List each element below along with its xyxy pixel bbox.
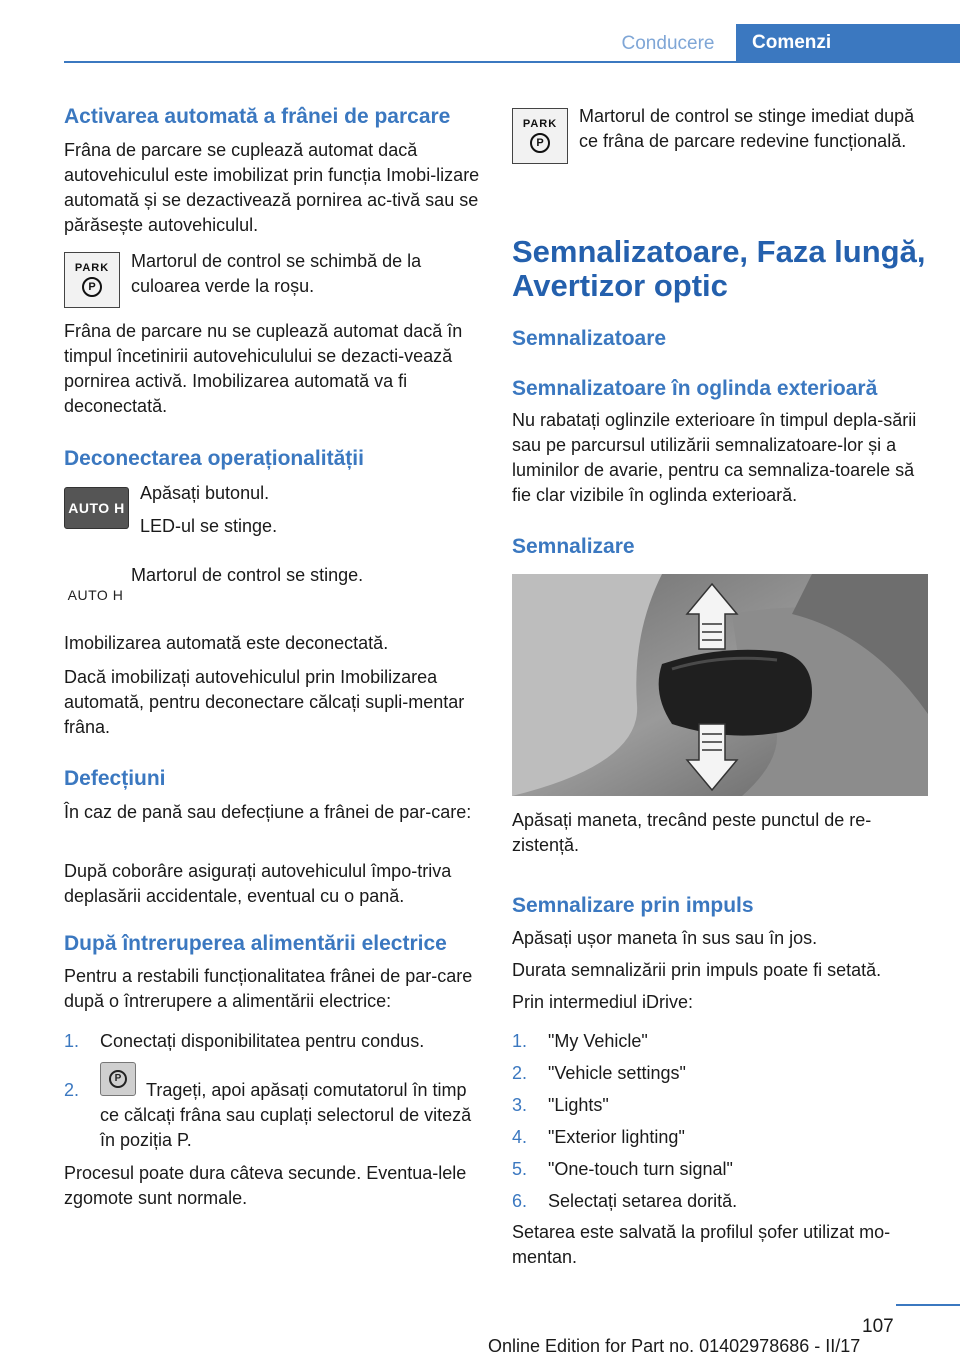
list-item: 2. P Trageți, apoi apăsați comutatorul în timp ce călcați frâna sau cuplați selectorul de viteză în poziția P. xyxy=(64,1062,482,1152)
paragraph-press-lever: Apăsați maneta, trecând peste punctul de re-zistență. xyxy=(512,810,872,855)
list-item: 5. "One-touch turn signal" xyxy=(512,1159,733,1179)
list-item: 4. "Exterior lighting" xyxy=(512,1127,685,1147)
section-title: Semnalizatoare, Faza lungă, Avertizor optic xyxy=(512,234,926,303)
list-item: 3. "Lights" xyxy=(512,1095,609,1115)
heading-auto-parking-brake: Activarea automată a frânei de parcare xyxy=(64,105,451,128)
heading-deactivation: Deconectarea operaționalității xyxy=(64,447,364,470)
heading-mirror-signals: Semnalizatoare în oglinda exterioară xyxy=(512,377,878,400)
heading-signaling: Semnalizare xyxy=(512,535,635,558)
paragraph-duration-setting: Durata semnalizării prin impuls poate fi setată. xyxy=(512,960,882,980)
footer-rule xyxy=(896,1304,960,1306)
paragraph-indicator-off-immediately: Martorul de control se stinge imediat după ce frâna de parcare redevine funcțională. xyxy=(579,106,915,151)
paragraph-press-button: Apăsați butonul. xyxy=(140,483,270,503)
paragraph-lightly-press: Apăsați ușor maneta în sus sau în jos. xyxy=(512,928,818,948)
list-item: 6. Selectați setarea dorită. xyxy=(512,1191,738,1211)
paragraph-breakdown: În caz de pană sau defecțiune a frânei de par-care: xyxy=(64,802,472,822)
paragraph-idrive: Prin intermediul iDrive: xyxy=(512,992,694,1012)
paragraph-led-off: LED-ul se stinge. xyxy=(140,516,278,536)
paragraph-auto-hold-off: Imobilizarea automată este deconectată. xyxy=(64,633,389,653)
paragraph-profile-saved: Setarea este salvată la profilul șofer utilizat mo-mentan. xyxy=(512,1222,891,1267)
paragraph-indicator-off: Martorul de control se stinge. xyxy=(131,565,364,585)
auto-h-indicator-icon: AUTO H xyxy=(64,570,127,620)
heading-turn-signals: Semnalizatoare xyxy=(512,327,667,350)
paragraph-restore: Pentru a restabili funcționalitatea frânei de par-care după o întrerupere a alimentării electrice: xyxy=(64,966,473,1011)
list-item: 2. "Vehicle settings" xyxy=(512,1063,686,1083)
paragraph-auto-engage: Frâna de parcare se cuplează automat dacă autovehiculul este imobilizat prin funcția Imobi-lizare automată și se dezactivează pornirea ac-tivă sau se părăsește autovehiculul. xyxy=(64,140,480,235)
paragraph-no-auto-engage: Frâna de parcare nu se cuplează automat dacă în timpul încetinirii autovehiculului se dezacti-vează pornirea activă. Imobilizarea automată va fi deconectată. xyxy=(64,321,463,416)
list-item: 1. "My Vehicle" xyxy=(512,1031,648,1051)
paragraph-mirror: Nu rabatați oglinzile exterioare în timpul depla-sării sau pe parcursul utilizării semnalizatoare-lor și a luminilor de avarie, pentru ca semnaliza-toarele să fie clar vizibile în oglinda exterioară. xyxy=(512,410,917,505)
header-section: Conducere xyxy=(621,33,715,54)
paragraph-secure-vehicle: După coborâre asigurați autovehiculul împo-triva deplasării accidentale, eventual cu o pană. xyxy=(64,861,452,906)
auto-h-button-icon: AUTO H xyxy=(64,487,129,529)
heading-power-interruption: După întreruperea alimentării electrice xyxy=(64,932,447,955)
paragraph-press-brake: Dacă imobilizați autovehiculul prin Imobilizarea automată, pentru deconectare călcați supli-mentar frâna. xyxy=(64,667,465,737)
heading-malfunctions: Defecțiuni xyxy=(64,767,166,790)
list-item: 1. Conectați disponibilitatea pentru condus. xyxy=(64,1031,425,1051)
park-indicator-icon: PARK P xyxy=(64,252,120,308)
header-active-tab: Comenzi xyxy=(736,24,960,62)
footer-edition: Online Edition for Part no. 01402978686 - II/17 xyxy=(488,1336,861,1356)
turn-signal-lever-image xyxy=(512,574,928,796)
paragraph-duration: Procesul poate dura câteva secunde. Eventua-lele zgomote sunt normale. xyxy=(64,1163,467,1208)
heading-impulse-signal: Semnalizare prin impuls xyxy=(512,894,754,917)
page-number: 107 xyxy=(862,1316,894,1337)
parking-brake-switch-icon: P xyxy=(100,1062,136,1096)
park-indicator-icon: PARK P xyxy=(512,108,568,164)
paragraph-indicator-color: Martorul de control se schimbă de la culoarea verde la roșu. xyxy=(131,251,422,296)
